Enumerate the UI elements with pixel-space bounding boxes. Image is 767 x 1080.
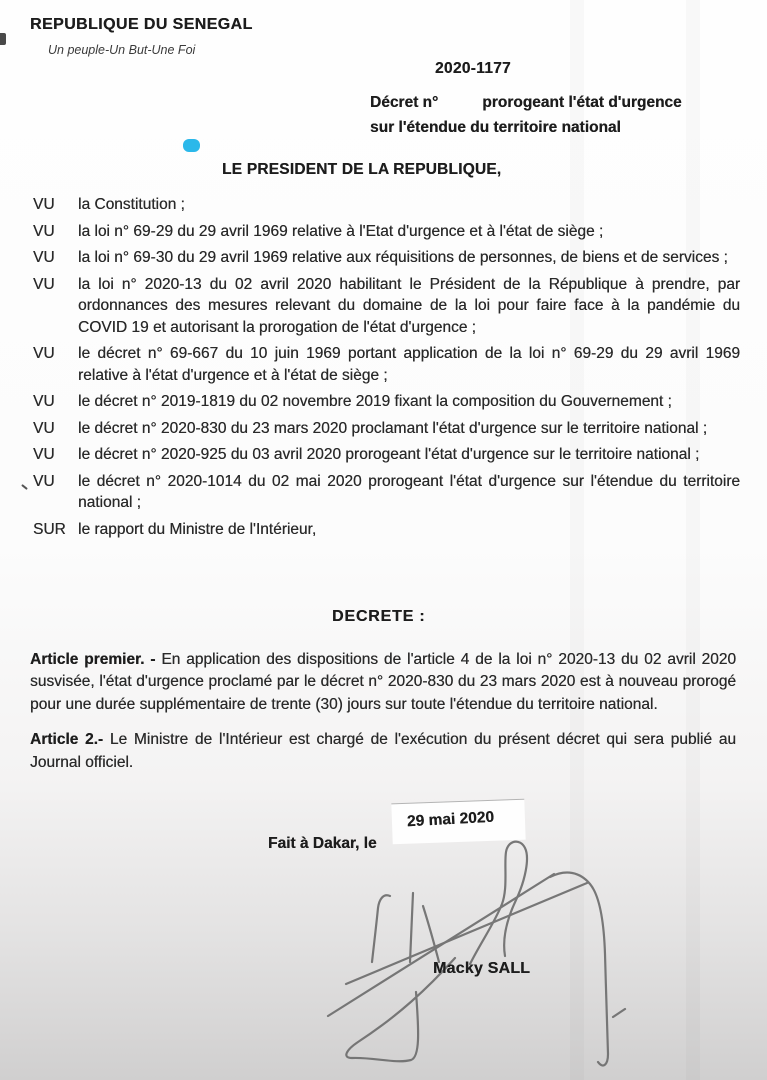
- visa-text: la loi n° 69-30 du 29 avril 1969 relative aux réquisitions de personnes, de biens et de services ;: [78, 249, 728, 266]
- decree-title-line1: [370, 90, 682, 115]
- signature-place-line: Fait à Dakar, le: [268, 835, 377, 852]
- visa-keyword: VU: [33, 196, 55, 213]
- visa-keyword: SUR: [33, 520, 66, 538]
- visa-item: [33, 418, 740, 440]
- national-motto: Un peuple-Un But-Une Foi: [48, 43, 196, 57]
- republic-title: REPUBLIQUE DU SENEGAL: [30, 16, 253, 33]
- articles-section: [30, 649, 736, 787]
- article-text: Le Ministre de l'Intérieur est chargé de l'exécution du présent décret qui sera publié au Journal officiel.: [30, 731, 736, 771]
- visa-text: le décret n° 2020-925 du 03 avril 2020 prorogeant l'état d'urgence sur le territoire national ;: [78, 446, 700, 463]
- visa-keyword: VU: [33, 249, 55, 266]
- visa-item: [33, 274, 740, 339]
- signatory-name: Macky SALL: [433, 960, 531, 977]
- visa-item: [33, 391, 740, 413]
- signature-scribble: [318, 836, 668, 1080]
- article-label: Article 2.-: [30, 731, 104, 749]
- visa-text: le décret n° 2020-830 du 23 mars 2020 proclamant l'état d'urgence sur le territoire national ;: [78, 419, 708, 437]
- visa-keyword: VU: [33, 472, 55, 490]
- visa-text: la loi n° 2020-13 du 02 avril 2020 habilitant le Président de la République à prendre, par ordonnances des mesures relevant du domaine de la loi pour faire face à la pandémie du COVID 19 et autorisant la prorogation de l'état d'urgence ;: [78, 275, 740, 336]
- article-paragraph: [30, 649, 736, 716]
- visa-keyword: VU: [33, 275, 55, 293]
- visa-keyword: VU: [33, 222, 55, 240]
- president-heading: LE PRESIDENT DE LA REPUBLIQUE,: [222, 161, 502, 178]
- decree-title-line2: sur l'étendue du territoire national: [370, 119, 621, 136]
- visa-text: la loi n° 69-29 du 29 avril 1969 relative à l'Etat d'urgence et à l'état de siège ;: [78, 222, 604, 240]
- visa-item: [33, 444, 740, 466]
- signature-date: 29 mai 2020: [406, 808, 495, 831]
- visas-list: [33, 194, 740, 545]
- decree-title: [370, 90, 682, 140]
- visa-keyword: VU: [33, 393, 55, 410]
- visa-keyword: VU: [33, 345, 55, 362]
- article-text: En application des dispositions de l'article 4 de la loi n° 2020-13 du 02 avril 2020 susvisée, l'état d'urgence proclamé par le décret n° 2020-830 du 23 mars 2020 est à nouveau prorogé pour une durée supplémentaire de trente (30) jours sur toute l'étendue du territoire national.: [30, 651, 736, 713]
- decree-label: Décret n°: [370, 94, 439, 111]
- visa-item: [33, 221, 740, 243]
- decrete-heading: DECRETE :: [332, 608, 426, 625]
- stray-mark: [21, 484, 28, 490]
- visa-item: [33, 194, 740, 216]
- visa-item: [33, 247, 740, 269]
- article-paragraph: [30, 729, 736, 774]
- visa-text: la Constitution ;: [78, 196, 185, 213]
- scan-speck: [0, 33, 6, 45]
- visa-item: [33, 519, 740, 541]
- visa-text: le rapport du Ministre de l'Intérieur,: [78, 520, 317, 538]
- visa-item: [33, 343, 740, 386]
- decree-title-rest: prorogeant l'état d'urgence: [482, 94, 682, 111]
- visa-keyword: VU: [33, 419, 55, 437]
- visa-text: le décret n° 69-667 du 10 juin 1969 portant application de la loi n° 69-29 du 29 avril 1969 relative à l'état d'urgence et à l'état de siège ;: [78, 345, 740, 384]
- cyan-marker-dot: [183, 139, 200, 152]
- article-label: Article premier. -: [30, 651, 156, 668]
- decree-number: 2020-1177: [435, 60, 511, 77]
- visa-text: le décret n° 2019-1819 du 02 novembre 2019 fixant la composition du Gouvernement ;: [78, 393, 672, 410]
- visa-text: le décret n° 2020-1014 du 02 mai 2020 prorogeant l'état d'urgence sur l'étendue du territoire national ;: [78, 472, 740, 511]
- visa-keyword: VU: [33, 446, 55, 463]
- visa-item: [33, 471, 740, 514]
